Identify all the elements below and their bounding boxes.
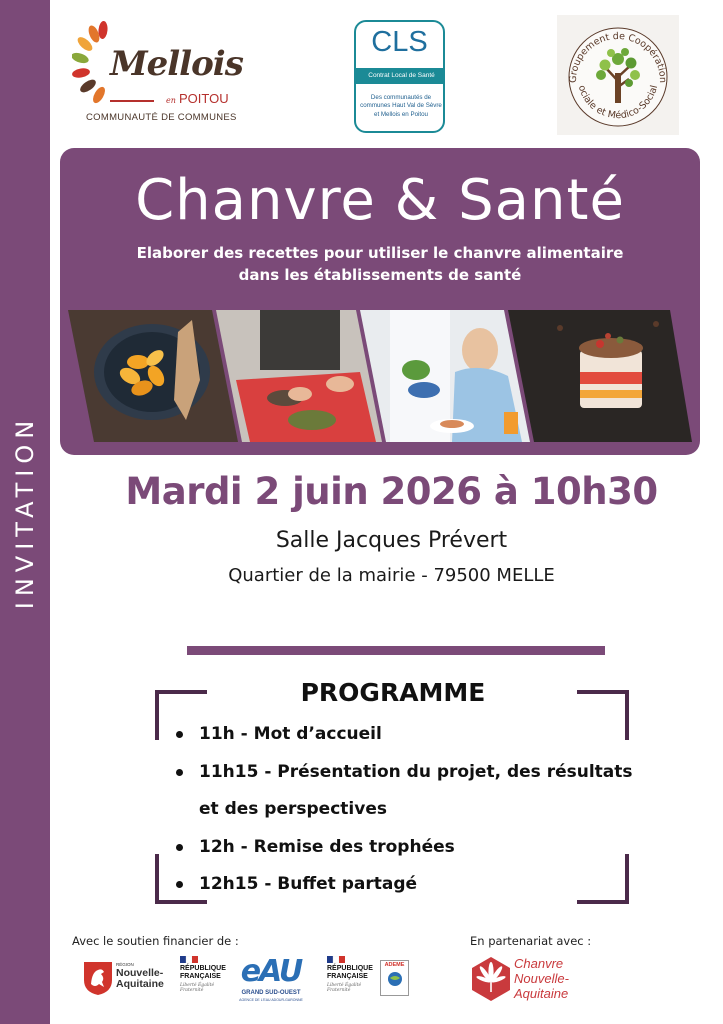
leaf-fan-icon <box>72 18 112 108</box>
page-subtitle <box>60 242 700 286</box>
lion-shield-icon <box>82 960 114 996</box>
mellois-logo <box>72 18 242 128</box>
title-banner <box>60 148 700 455</box>
rf-line-2: FRANÇAISE <box>327 973 368 981</box>
tree-seal-icon <box>557 15 679 135</box>
rf-motto: Liberté Égalité Fraternité <box>327 983 362 994</box>
invitation-label: INVITATION <box>11 414 39 610</box>
svg-text:Sociale et Médico-Sociale: ociale et Médico-Social <box>575 84 661 122</box>
partner-label: En partenariat avec : <box>470 934 592 948</box>
subtitle-line-1: Elaborer des recettes pour utiliser le chanvre alimentaire <box>136 244 624 262</box>
nouvelle-aquitaine-text <box>116 963 164 991</box>
event-date: Mardi 2 juin 2026 à 10h30 <box>125 470 658 513</box>
programme-item: 11h15 - Présentation du projet, des résultats et des perspectives <box>176 754 636 829</box>
eau-subtitle: GRAND SUD-OUEST <box>241 990 301 996</box>
programme-item: 12h - Remise des trophées <box>176 829 636 867</box>
ademe-logo <box>380 960 409 996</box>
support-label: Avec le soutien financier de : <box>72 934 239 948</box>
rf-line-2: FRANÇAISE <box>180 973 221 981</box>
event-venue: Salle Jacques Prévert <box>275 528 508 553</box>
section-divider <box>187 646 605 655</box>
subtitle-line-2: dans les établissements de santé <box>238 266 522 284</box>
gcsms-logo <box>557 15 679 135</box>
photo-strip <box>60 310 700 442</box>
chanvre-nouvelle-aquitaine-logo <box>470 954 590 1004</box>
cna-line-1: Chanvre <box>514 956 564 971</box>
programme-list <box>176 716 636 904</box>
sidebar-band <box>0 0 50 1024</box>
event-address: Quartier de la mairie - 79500 MELLE <box>228 565 555 586</box>
cna-line-2: Nouvelle- <box>514 971 569 986</box>
republique-francaise-logo <box>180 956 230 1000</box>
na-line-1: Nouvelle- <box>116 966 164 979</box>
na-region: RÉGION <box>116 962 134 967</box>
globe-icon <box>387 971 403 987</box>
mellois-wordmark: Mellois <box>110 44 243 84</box>
eau-grand-sud-ouest-logo <box>238 954 304 1004</box>
photo-cooking <box>216 310 382 442</box>
chanvre-na-text <box>514 956 569 1001</box>
mellois-en: en <box>166 96 176 105</box>
cls-description: Des communautés de communes Haut Val de Sèvre et Mellois en Poitou <box>360 94 442 118</box>
programme-item: 11h - Mot d’accueil <box>176 716 636 754</box>
eau-agency: AGENCE DE L'EAU ADOUR-GARONNE <box>239 998 303 1002</box>
cls-title: CLS <box>371 26 428 58</box>
ademe-label: ADEME <box>384 962 405 968</box>
svg-text:Groupement de Coopération: Groupement de Coopération <box>567 30 669 84</box>
hemp-leaf-icon <box>470 956 512 1002</box>
cls-logo <box>354 20 445 133</box>
mellois-poitou: POITOU <box>179 91 229 106</box>
republique-francaise-logo-2 <box>327 956 377 1000</box>
cna-line-3: Aquitaine <box>514 986 569 1001</box>
mellois-subtitle: COMMUNAUTÉ DE COMMUNES <box>86 112 237 123</box>
eau-wordmark: eAU <box>240 954 302 989</box>
cls-band: Contrat Local de Santé <box>354 68 445 84</box>
rf-line-1: RÉPUBLIQUE <box>180 965 226 972</box>
photo-layered-dessert <box>508 310 692 442</box>
photo-patient <box>360 310 530 442</box>
rf-motto: Liberté Égalité Fraternité <box>180 983 215 994</box>
nouvelle-aquitaine-logo <box>82 958 174 998</box>
rf-line-1: RÉPUBLIQUE <box>327 965 373 972</box>
flag-icon <box>327 956 345 963</box>
na-line-2: Aquitaine <box>116 978 164 991</box>
mellois-divider <box>110 100 154 102</box>
flag-icon <box>180 956 198 963</box>
photo-orange-dessert <box>68 310 238 442</box>
programme-item: 12h15 - Buffet partagé <box>176 866 636 904</box>
page-title: Chanvre & Santé <box>135 168 625 233</box>
programme-title: PROGRAMME <box>300 678 486 707</box>
